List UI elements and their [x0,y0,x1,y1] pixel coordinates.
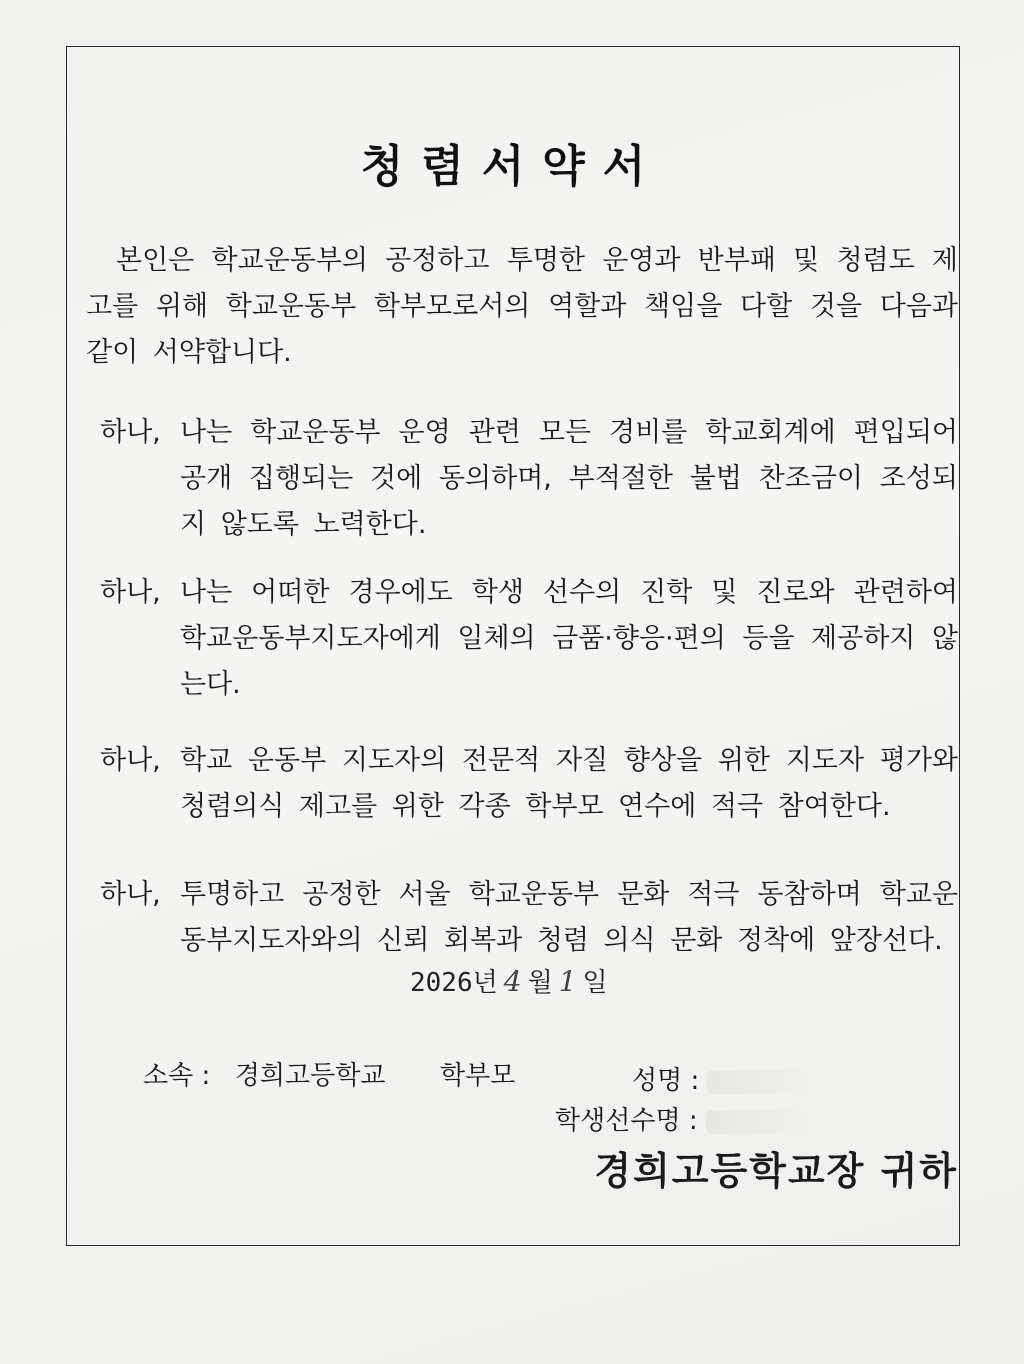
redacted-student-name [706,1110,816,1134]
clause-text: 학교 운동부 지도자의 전문적 자질 향상을 위한 지도자 평가와 청렴의식 제고를 위한 각종 학부모 연수에 적극 참여한다. [180,745,958,822]
affiliation-row [143,1055,386,1092]
date-year-unit: 년 [472,968,498,998]
clause-lead: 하나, [100,577,161,608]
document-title: 청렴서약서 [360,141,664,192]
recipient-line: 경희고등학교장 귀하 [594,1149,958,1193]
clause-lead: 하나, [100,879,161,910]
pledge-clause [100,570,958,708]
role-label: 학부모 [440,1061,516,1091]
clause-text: 나는 학교운동부 운영 관련 모든 경비를 학교회계에 편입되어 공개 집행되는 것에 동의하며, 부적절한 불법 찬조금이 조성되지 않도록 노력한다. [180,417,958,540]
student-name-row [555,1100,816,1137]
date-month-handwritten: 4 [503,965,522,998]
clause-lead: 하나, [100,417,161,448]
parent-name-row [632,1060,817,1097]
date-year: 2026 [410,968,473,998]
redacted-name [707,1070,817,1094]
pledge-clause [100,738,958,830]
pledge-clause [100,410,958,548]
intro-paragraph [86,238,958,376]
affiliation-value: 경희고등학교 [234,1061,386,1091]
intro-text: 본인은 학교운동부의 공정하고 투명한 운영과 반부패 및 청렴도 제고를 위해 학교운동부 학부모로서의 역할과 책임을 다할 것을 다음과 같이 서약합니다. [86,245,958,368]
student-name-label: 학생선수명 : [555,1106,698,1136]
clause-lead: 하나, [100,745,161,776]
name-label: 성명 : [632,1066,700,1096]
date-day-handwritten: 1 [558,965,577,998]
date-month-unit: 월 [527,968,553,998]
pledge-clause [100,872,958,964]
clause-text: 나는 어떠한 경우에도 학생 선수의 진학 및 진로와 관련하여 학교운동부지도자에게 일체의 금품·향응·편의 등을 제공하지 않는다. [180,577,958,700]
clause-text: 투명하고 공정한 서울 학교운동부 문화 적극 동참하며 학교운동부지도자와의 신뢰 회복과 청렴 의식 문화 정착에 앞장선다. [180,879,958,956]
signing-date [410,962,608,999]
affiliation-label: 소속 : [143,1061,211,1091]
date-day-unit: 일 [582,968,608,998]
